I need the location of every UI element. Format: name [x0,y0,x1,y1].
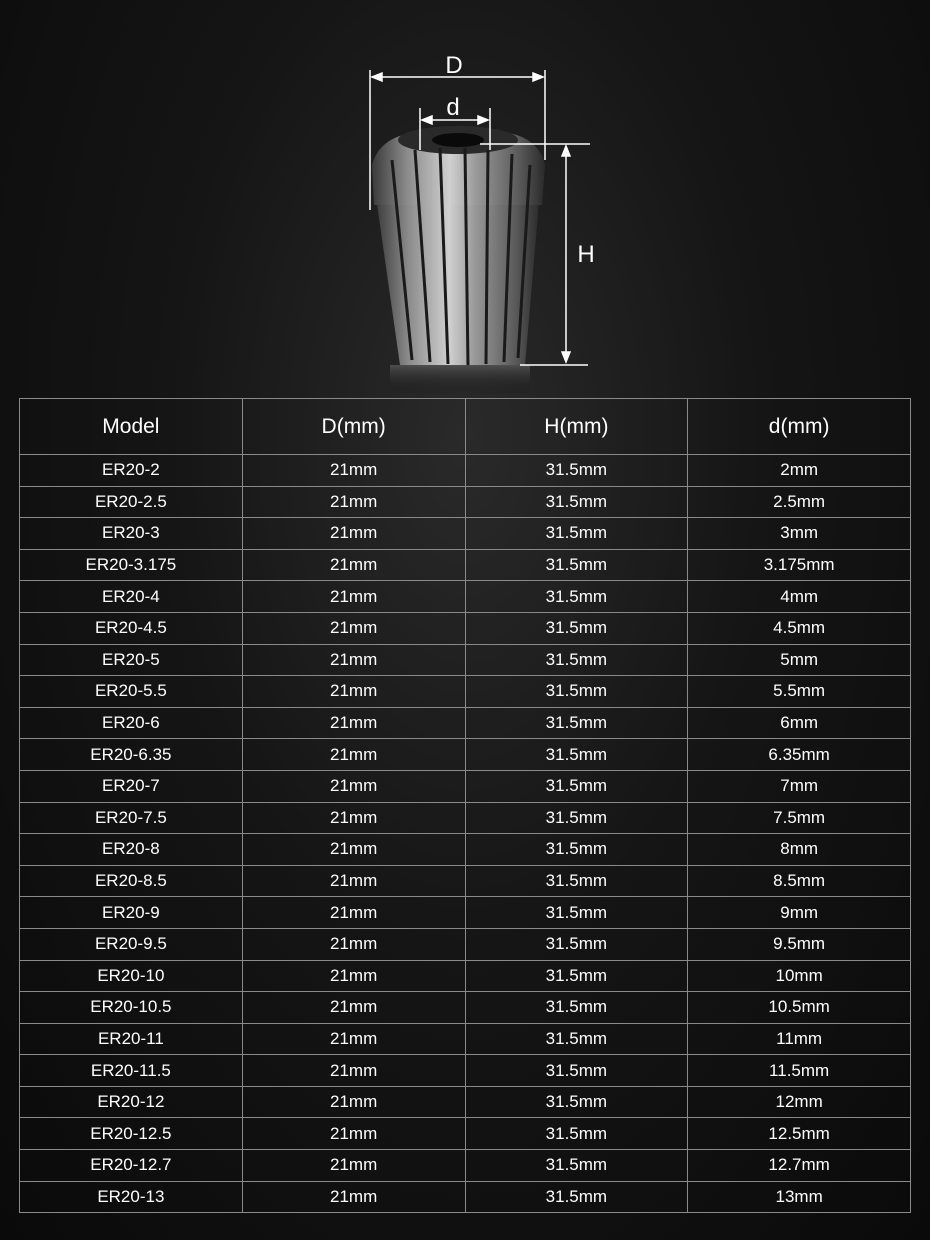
cell-d-inner: 13mm [688,1181,911,1213]
table-row [20,644,911,676]
cell-model: ER20-10 [20,960,243,992]
dimension-d-label: d [446,94,460,121]
cell-d-outer: 21mm [242,897,465,929]
cell-model: ER20-7.5 [20,802,243,834]
cell-model: ER20-11.5 [20,1055,243,1087]
cell-model: ER20-6.35 [20,739,243,771]
cell-d-outer: 21mm [242,644,465,676]
cell-model: ER20-5.5 [20,676,243,708]
cell-model: ER20-2.5 [20,486,243,518]
header-d-inner: d(mm) [688,399,911,455]
cell-d-inner: 3mm [688,518,911,550]
cell-d-outer: 21mm [242,549,465,581]
cell-d-outer: 21mm [242,676,465,708]
cell-d-inner: 3.175mm [688,549,911,581]
header-h: H(mm) [465,399,688,455]
cell-d-inner: 10mm [688,960,911,992]
cell-model: ER20-12 [20,1086,243,1118]
cell-h: 31.5mm [465,1055,688,1087]
cell-d-outer: 21mm [242,1181,465,1213]
cell-d-inner: 5.5mm [688,676,911,708]
cell-model: ER20-4 [20,581,243,613]
spec-table [19,398,911,1213]
cell-h: 31.5mm [465,1086,688,1118]
table-row [20,1181,911,1213]
cell-model: ER20-7 [20,770,243,802]
collet-body [372,126,545,395]
cell-model: ER20-6 [20,707,243,739]
table-row [20,834,911,866]
cell-d-inner: 6.35mm [688,739,911,771]
cell-h: 31.5mm [465,518,688,550]
cell-d-inner: 7.5mm [688,802,911,834]
table-row [20,802,911,834]
cell-h: 31.5mm [465,707,688,739]
cell-d-outer: 21mm [242,455,465,487]
cell-model: ER20-3 [20,518,243,550]
cell-model: ER20-13 [20,1181,243,1213]
cell-d-outer: 21mm [242,1086,465,1118]
cell-d-outer: 21mm [242,960,465,992]
cell-d-inner: 8.5mm [688,865,911,897]
cell-h: 31.5mm [465,960,688,992]
cell-d-inner: 12mm [688,1086,911,1118]
cell-d-inner: 4.5mm [688,612,911,644]
cell-d-inner: 7mm [688,770,911,802]
cell-model: ER20-12.5 [20,1118,243,1150]
table-row [20,1118,911,1150]
cell-d-outer: 21mm [242,486,465,518]
cell-d-inner: 9mm [688,897,911,929]
table-body [20,455,911,1213]
table-header-row [20,399,911,455]
cell-d-inner: 4mm [688,581,911,613]
cell-d-inner: 6mm [688,707,911,739]
cell-h: 31.5mm [465,1181,688,1213]
table-row [20,676,911,708]
cell-model: ER20-12.7 [20,1150,243,1182]
cell-d-inner: 10.5mm [688,992,911,1024]
cell-d-inner: 5mm [688,644,911,676]
table-row [20,612,911,644]
cell-h: 31.5mm [465,486,688,518]
table-row [20,707,911,739]
cell-h: 31.5mm [465,549,688,581]
cell-d-inner: 2.5mm [688,486,911,518]
cell-model: ER20-3.175 [20,549,243,581]
cell-model: ER20-2 [20,455,243,487]
cell-d-outer: 21mm [242,581,465,613]
table-row [20,581,911,613]
cell-model: ER20-11 [20,1023,243,1055]
cell-model: ER20-4.5 [20,612,243,644]
cell-d-outer: 21mm [242,1055,465,1087]
cell-d-inner: 12.5mm [688,1118,911,1150]
cell-h: 31.5mm [465,834,688,866]
cell-d-outer: 21mm [242,1150,465,1182]
table-row [20,928,911,960]
table-row [20,770,911,802]
cell-h: 31.5mm [465,802,688,834]
table-row [20,486,911,518]
cell-h: 31.5mm [465,612,688,644]
table-row [20,1086,911,1118]
cell-h: 31.5mm [465,1118,688,1150]
header-d-outer: D(mm) [242,399,465,455]
cell-model: ER20-9 [20,897,243,929]
cell-model: ER20-10.5 [20,992,243,1024]
cell-h: 31.5mm [465,581,688,613]
cell-d-inner: 11.5mm [688,1055,911,1087]
cell-d-inner: 11mm [688,1023,911,1055]
cell-model: ER20-9.5 [20,928,243,960]
cell-h: 31.5mm [465,897,688,929]
cell-h: 31.5mm [465,1150,688,1182]
cell-h: 31.5mm [465,770,688,802]
cell-d-outer: 21mm [242,802,465,834]
cell-h: 31.5mm [465,739,688,771]
dimension-D-label: D [445,52,463,79]
table-row [20,960,911,992]
cell-d-outer: 21mm [242,518,465,550]
cell-h: 31.5mm [465,644,688,676]
cell-h: 31.5mm [465,1023,688,1055]
table-row [20,518,911,550]
cell-d-outer: 21mm [242,834,465,866]
cell-h: 31.5mm [465,992,688,1024]
cell-d-inner: 12.7mm [688,1150,911,1182]
cell-d-outer: 21mm [242,1118,465,1150]
cell-d-outer: 21mm [242,865,465,897]
cell-h: 31.5mm [465,455,688,487]
cell-d-inner: 2mm [688,455,911,487]
cell-d-outer: 21mm [242,707,465,739]
collet-dimension-diagram [330,40,630,400]
cell-h: 31.5mm [465,676,688,708]
table-row [20,1055,911,1087]
cell-d-outer: 21mm [242,770,465,802]
cell-h: 31.5mm [465,865,688,897]
table-row [20,897,911,929]
table-row [20,1150,911,1182]
cell-d-outer: 21mm [242,612,465,644]
cell-d-outer: 21mm [242,1023,465,1055]
header-model: Model [20,399,243,455]
table-row [20,455,911,487]
table-row [20,865,911,897]
dimension-H-label: H [577,241,595,268]
table-row [20,992,911,1024]
cell-d-outer: 21mm [242,928,465,960]
table-row [20,1023,911,1055]
cell-d-outer: 21mm [242,992,465,1024]
cell-model: ER20-5 [20,644,243,676]
cell-h: 31.5mm [465,928,688,960]
cell-d-outer: 21mm [242,739,465,771]
collet-illustration [330,40,630,400]
cell-model: ER20-8.5 [20,865,243,897]
cell-d-inner: 8mm [688,834,911,866]
cell-model: ER20-8 [20,834,243,866]
cell-d-inner: 9.5mm [688,928,911,960]
table-row [20,739,911,771]
table-row [20,549,911,581]
